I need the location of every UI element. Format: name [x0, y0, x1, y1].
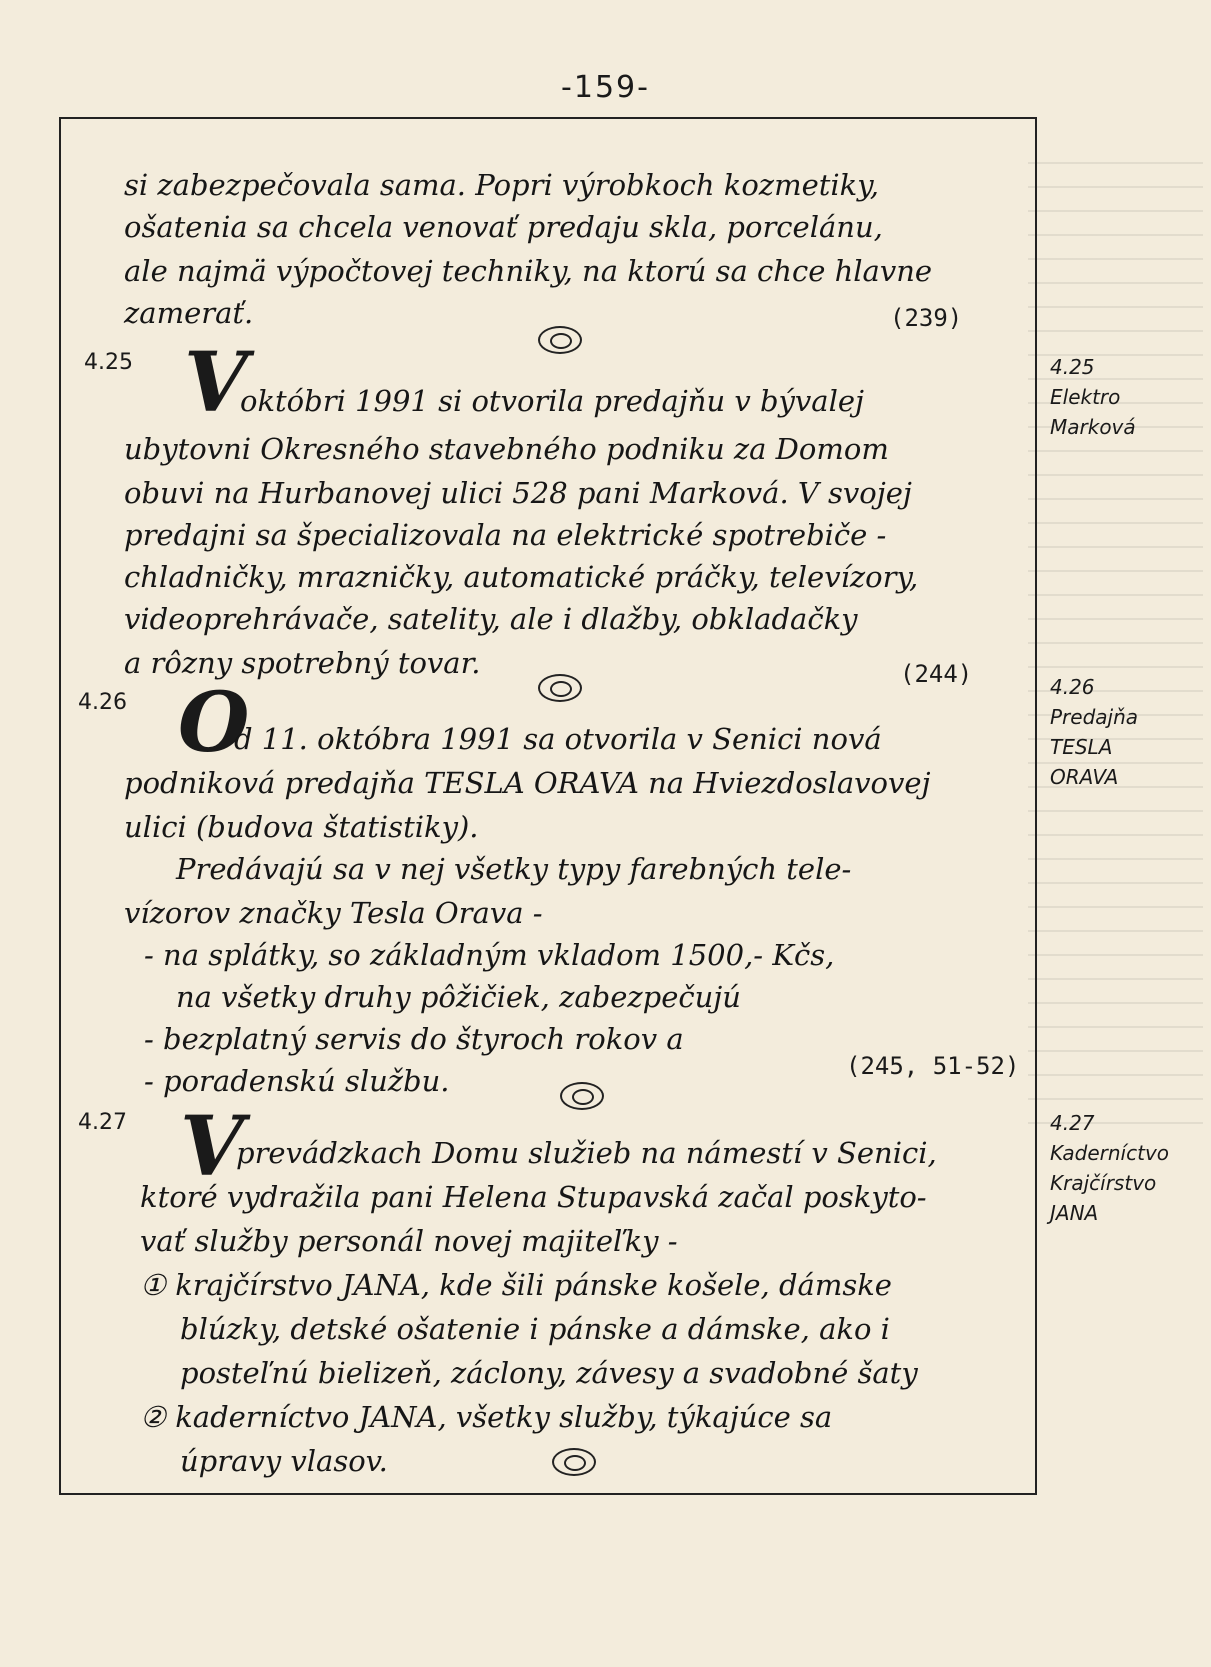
body-line: ale najmä výpočtovej techniky, na ktorú sa chce hlavne [124, 254, 933, 288]
section-line: predajni sa špecializovala na elektrické spotrebiče - [124, 518, 887, 552]
drop-cap: V [180, 1099, 244, 1195]
section-line: ulici (budova štatistiky). [124, 810, 479, 844]
section-line: ubytovni Okresného stavebného podniku za Domom [124, 432, 889, 466]
body-line: zamerať. [124, 296, 254, 330]
margin-line: Kaderníctvo [1050, 1141, 1170, 1165]
section-line: - poradenskú službu. [144, 1064, 450, 1098]
section-number: 4.25 [84, 350, 133, 375]
section-line: videoprehrávače, satelity, ale i dlažby, obkladačky [124, 602, 858, 636]
citation: (244) [900, 660, 973, 688]
section-number: 4.27 [78, 1110, 127, 1135]
section-line: na všetky druhy pôžičiek, zabezpečujú [176, 980, 741, 1014]
stamp-icon [560, 1082, 604, 1110]
margin-line: JANA [1050, 1201, 1099, 1225]
section-number: 4.26 [78, 690, 127, 715]
margin-line: Marková [1050, 415, 1136, 439]
section-line: - na splátky, so základným vkladom 1500,- Kčs, [144, 938, 835, 972]
section-line: úpravy vlasov. [180, 1444, 388, 1478]
stamp-icon [538, 326, 582, 354]
stamp-icon [552, 1448, 596, 1476]
citation: (245, 51-52) [846, 1052, 1020, 1080]
section-line: posteľnú bielizeň, záclony, závesy a svadobné šaty [180, 1356, 918, 1390]
margin-line: TESLA [1050, 735, 1113, 759]
section-line: októbri 1991 si otvorila predajňu v bývalej [240, 384, 864, 418]
section-line: vízorov značky Tesla Orava - [124, 896, 543, 930]
margin-note [1050, 352, 1205, 442]
margin-line: Krajčírstvo [1050, 1171, 1157, 1195]
margin-line: 4.27 [1050, 1111, 1095, 1135]
margin-note [1050, 672, 1205, 792]
page-number: -159- [561, 70, 650, 105]
section-line: prevádzkach Domu služieb na námestí v Senici, [236, 1136, 937, 1170]
margin-line: Predajňa [1050, 705, 1139, 729]
section-line: obuvi na Hurbanovej ulici 528 pani Marková. V svojej [124, 476, 912, 510]
citation: (239) [890, 304, 963, 332]
section-line: - bezplatný servis do štyroch rokov a [144, 1022, 684, 1056]
body-line: ošatenia sa chcela venovať predaju skla, porcelánu, [124, 210, 883, 244]
stamp-icon [538, 674, 582, 702]
section-line: ① krajčírstvo JANA, kde šili pánske košele, dámske [140, 1268, 892, 1302]
section-line: ② kaderníctvo JANA, všetky služby, týkajúce sa [140, 1400, 833, 1434]
section-line: Predávajú sa v nej všetky typy farebných tele- [176, 852, 852, 886]
section-line: podniková predajňa TESLA ORAVA na Hviezdoslavovej [124, 766, 931, 800]
section-line: d 11. októbra 1991 sa otvorila v Senici nová [234, 722, 882, 756]
section-line: a rôzny spotrebný tovar. [124, 646, 481, 680]
body-line: si zabezpečovala sama. Popri výrobkoch kozmetiky, [124, 168, 879, 202]
bleed-through-text [1028, 140, 1203, 1140]
margin-line: ORAVA [1050, 765, 1119, 789]
drop-cap: O [178, 675, 250, 771]
section-line: ktoré vydražila pani Helena Stupavská začal poskyto- [140, 1180, 927, 1214]
section-line: chladničky, mrazničky, automatické práčky, televízory, [124, 560, 919, 594]
section-line: vať služby personál novej majiteľky - [140, 1224, 678, 1258]
drop-cap: V [184, 335, 248, 431]
margin-line: Elektro [1050, 385, 1121, 409]
margin-line: 4.26 [1050, 675, 1095, 699]
margin-line: 4.25 [1050, 355, 1095, 379]
margin-note [1050, 1108, 1205, 1228]
section-line: blúzky, detské ošatenie i pánske a dámske, ako i [180, 1312, 890, 1346]
